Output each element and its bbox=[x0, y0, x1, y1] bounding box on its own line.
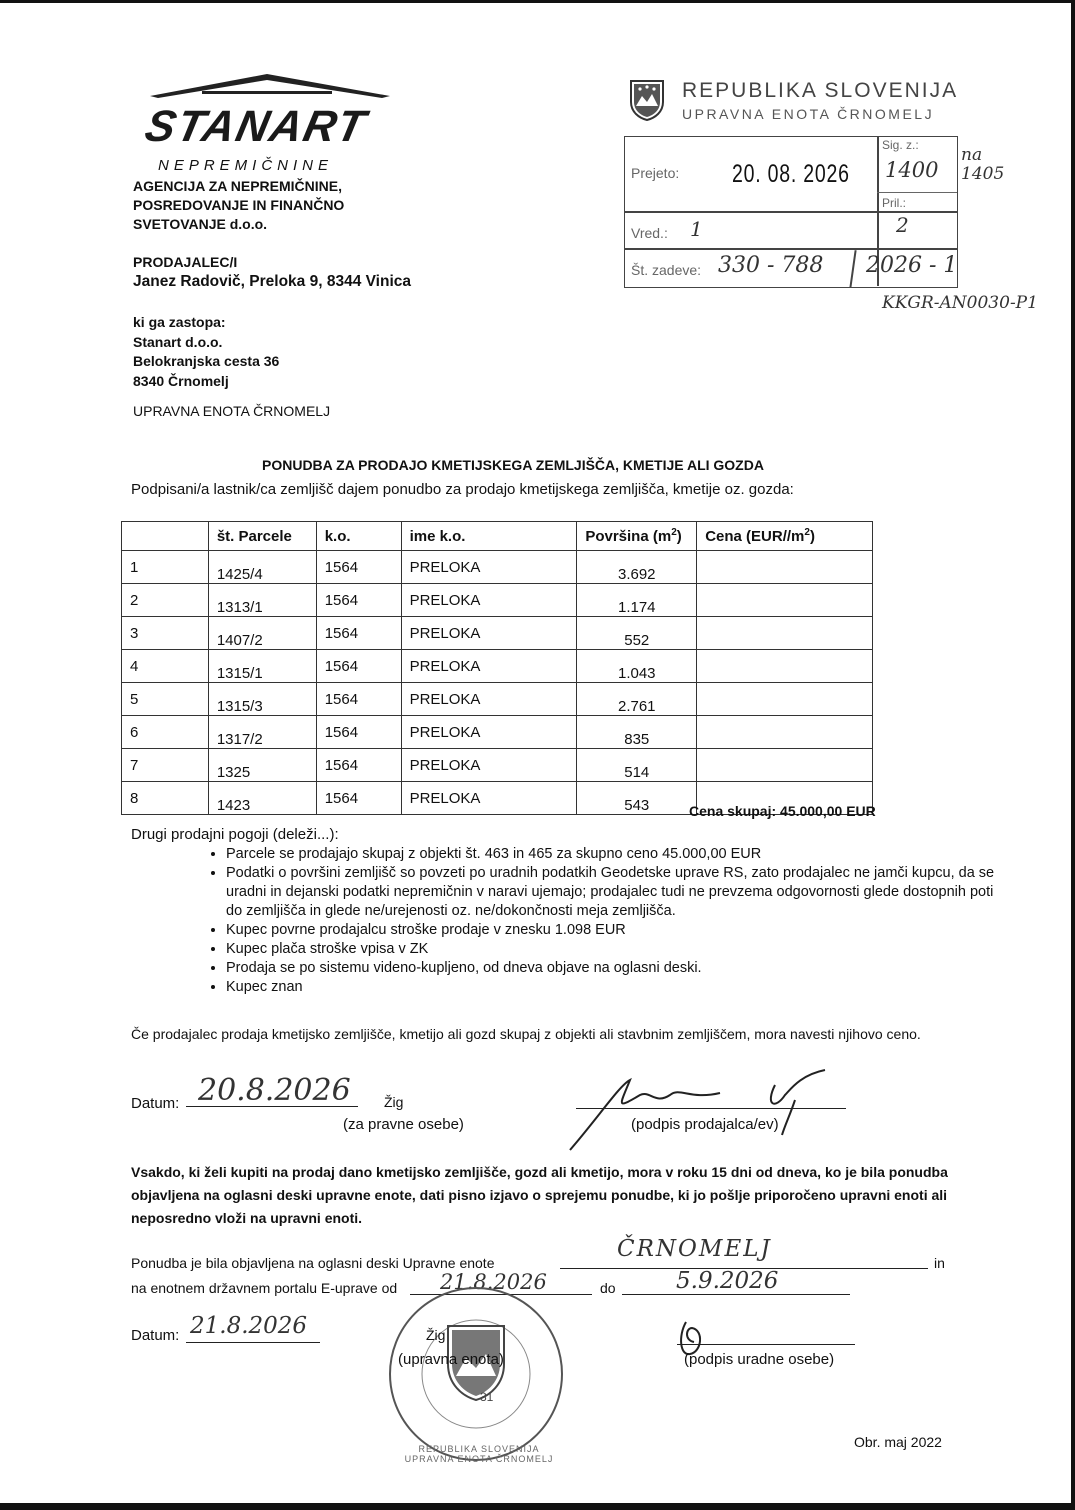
logo-tagline: NEPREMIČNINE bbox=[158, 157, 334, 174]
publication-in: in bbox=[934, 1255, 945, 1271]
list-item: • Kupec plača stroške vpisa v ZK bbox=[226, 940, 996, 959]
ko-cell: 1564 bbox=[316, 683, 401, 716]
zadeve-label: Št. zadeve: bbox=[631, 262, 702, 278]
row-number: 4 bbox=[122, 650, 209, 683]
table-row bbox=[122, 551, 873, 584]
parcel-cell: 1315/3 bbox=[208, 683, 316, 716]
margin-note-1: na 1405 bbox=[961, 145, 1005, 184]
area-cell: 552 bbox=[577, 617, 697, 650]
ime-cell: PRELOKA bbox=[401, 551, 577, 584]
price-cell bbox=[697, 584, 873, 617]
table-row bbox=[122, 650, 873, 683]
parcel-cell: 1407/2 bbox=[208, 617, 316, 650]
official-seal-icon bbox=[386, 1284, 566, 1469]
list-item: • Kupec povrne prodajalcu stroške prodaje v znesku 1.098 EUR bbox=[226, 921, 996, 940]
ko-cell: 1564 bbox=[316, 782, 401, 815]
datum-label: Datum: bbox=[131, 1095, 180, 1112]
area-cell: 3.692 bbox=[577, 551, 697, 584]
publication-to: 5.9.2026 bbox=[676, 1268, 779, 1294]
row-number: 5 bbox=[122, 683, 209, 716]
list-item: • Prodaja se po sistemu videno-kupljeno, od dneva objave na oglasni deski. bbox=[226, 959, 996, 978]
row-number: 8 bbox=[122, 782, 209, 815]
table-row bbox=[122, 749, 873, 782]
seller-signature-icon bbox=[560, 1065, 840, 1160]
publication-ue: ČRNOMELJ bbox=[617, 1236, 772, 1262]
ko-cell: 1564 bbox=[316, 617, 401, 650]
price-cell bbox=[697, 617, 873, 650]
col-cena: Cena $(EUR//m^2)$ bbox=[697, 522, 873, 551]
ko-cell: 1564 bbox=[316, 551, 401, 584]
col-parcela: št. Parcele bbox=[208, 522, 316, 551]
ko-cell: 1564 bbox=[316, 584, 401, 617]
logo-text: STANART bbox=[140, 102, 372, 151]
offer-intro: Podpisani/a lastnik/ca zemljišč dajem ponudbo za prodajo kmetijskega zemljišča, kmetije oz. gozda: bbox=[131, 481, 794, 498]
table-row bbox=[122, 584, 873, 617]
area-cell: 514 bbox=[577, 749, 697, 782]
price-cell bbox=[697, 716, 873, 749]
price-cell bbox=[697, 749, 873, 782]
ko-cell: 1564 bbox=[316, 749, 401, 782]
table-header-row bbox=[122, 522, 873, 551]
recipient: UPRAVNA ENOTA ČRNOMELJ bbox=[133, 403, 331, 419]
zadeve-value2: 2026 - 1 bbox=[866, 253, 958, 278]
gov-header-line2: UPRAVNA ENOTA ČRNOMELJ bbox=[682, 106, 935, 122]
area-cell: 2.761 bbox=[577, 683, 697, 716]
list-item: • Parcele se prodajajo skupaj z objekti št. 463 in 465 za skupno ceno 45.000,00 EUR bbox=[226, 845, 996, 864]
row-number: 2 bbox=[122, 584, 209, 617]
list-item: • Kupec znan bbox=[226, 978, 996, 997]
conditions-list bbox=[190, 845, 996, 997]
coat-of-arms-icon bbox=[628, 78, 666, 127]
zig-label: Žig bbox=[384, 1094, 404, 1110]
footer-form-id: Obr. maj 2022 bbox=[854, 1434, 942, 1450]
publication-datum-value: 21.8.2026 bbox=[190, 1313, 308, 1339]
row-number: 3 bbox=[122, 617, 209, 650]
row-number: 1 bbox=[122, 551, 209, 584]
margin-note-2: KKGR-AN0030-P1 bbox=[882, 293, 1038, 313]
ime-cell: PRELOKA bbox=[401, 584, 577, 617]
publication-line1: Ponudba je bila objavljena na oglasni deski Upravne enote bbox=[131, 1255, 495, 1271]
publication-from: 21.8.2026 bbox=[440, 1270, 547, 1294]
vred-label: Vred.: bbox=[631, 225, 668, 241]
parcel-cell: 1315/1 bbox=[208, 650, 316, 683]
datum-value: 20.8.2026 bbox=[198, 1073, 351, 1108]
official-signature-caption: (podpis uradne osebe) bbox=[684, 1351, 835, 1368]
ime-cell: PRELOKA bbox=[401, 650, 577, 683]
row-number: 6 bbox=[122, 716, 209, 749]
offer-title: PONUDBA ZA PRODAJO KMETIJSKEGA ZEMLJIŠČA, KMETIJE ALI GOZDA bbox=[262, 457, 764, 473]
representative-block: ki ga zastopa: Stanart d.o.o. Belokranjska cesta 36 8340 Črnomelj bbox=[133, 314, 280, 389]
publication-zig: Žig bbox=[426, 1327, 446, 1343]
seller-signature-caption: (podpis prodajalca/ev) bbox=[631, 1116, 779, 1133]
prejeto-value: 20. 08. 2026 bbox=[732, 160, 850, 188]
ime-cell: PRELOKA bbox=[401, 716, 577, 749]
price-cell bbox=[697, 683, 873, 716]
area-cell: 543 bbox=[577, 782, 697, 815]
table-row bbox=[122, 617, 873, 650]
parcel-cell: 1325 bbox=[208, 749, 316, 782]
parcels-table bbox=[121, 521, 873, 815]
prejeto-label: Prejeto: bbox=[631, 165, 680, 181]
parcel-cell: 1317/2 bbox=[208, 716, 316, 749]
seal-number: 31 bbox=[480, 1390, 494, 1404]
parcel-cell: 1425/4 bbox=[208, 551, 316, 584]
publication-do: do bbox=[600, 1280, 616, 1296]
price-cell bbox=[697, 650, 873, 683]
row-number: 7 bbox=[122, 749, 209, 782]
conditions-note: Če prodajalec prodaja kmetijsko zemljišče, kmetijo ali gozd skupaj z objekti ali stavbnim zemljiščem, mora navesti njihovo ceno. bbox=[131, 1026, 921, 1042]
vred-value: 1 bbox=[690, 217, 703, 241]
seller-heading: PRODAJALEC/I bbox=[133, 254, 238, 270]
gov-header-line1: REPUBLIKA SLOVENIJA bbox=[682, 79, 959, 102]
seal-ring-text: REPUBLIKA SLOVENIJA UPRAVNA ENOTA ČRNOMELJ bbox=[404, 1444, 554, 1464]
col-ko: k.o. bbox=[316, 522, 401, 551]
zig-sub: (za pravne osebe) bbox=[343, 1116, 464, 1133]
ime-cell: PRELOKA bbox=[401, 683, 577, 716]
area-cell: 1.043 bbox=[577, 650, 697, 683]
notice-text: Vsakdo, ki želi kupiti na prodaj dano kmetijsko zemljišče, gozd ali kmetijo, mora v roku 15 dni od dneva, ko je bila ponudba objavljena na oglasni deski upravne enote, dati pisno izjavo o sprejemu ponudbe, ki jo pošlje priporočeno upravni enoti ali neposredno vloži na upravni enoti. bbox=[131, 1164, 948, 1226]
ime-cell: PRELOKA bbox=[401, 617, 577, 650]
publication-line2: na enotnem državnem portalu E-uprave od bbox=[131, 1280, 398, 1296]
publication-datum-label: Datum: bbox=[131, 1327, 180, 1344]
table-row bbox=[122, 683, 873, 716]
publication-zig-sub: (upravna enota) bbox=[398, 1351, 504, 1368]
price-cell bbox=[697, 551, 873, 584]
ime-cell: PRELOKA bbox=[401, 782, 577, 815]
sig-value: 1400 bbox=[885, 158, 939, 182]
sig-label: Sig. z.: bbox=[882, 138, 919, 152]
pril-label: Pril.: bbox=[882, 196, 906, 210]
parcel-cell: 1423 bbox=[208, 782, 316, 815]
ko-cell: 1564 bbox=[316, 650, 401, 683]
col-ime: ime k.o. bbox=[401, 522, 577, 551]
pril-value: 2 bbox=[896, 213, 909, 237]
list-item: • Podatki o površini zemljišč so povzeti po uradnih podatkih Geodetske uprave RS, zato prodajalec ne jamči kupcu, da se uradni in dejanski podatki nepremičnin v naravi ujemajo; prodajalec tudi ne prevzema odgovornosti glede dostopnih poti do zemljišča in glede ne/urejenosti oz. ne/dokončnosti meja zemljišča. bbox=[226, 864, 996, 921]
parcel-cell: 1313/1 bbox=[208, 584, 316, 617]
ime-cell: PRELOKA bbox=[401, 749, 577, 782]
seller-name: Janez Radovič, Preloka 9, 8344 Vinica bbox=[133, 273, 412, 290]
total-price: Cena skupaj: 45.000,00 EUR bbox=[689, 803, 876, 819]
col-povrsina: Površina $(m^2)$ bbox=[577, 522, 697, 551]
area-cell: 1.174 bbox=[577, 584, 697, 617]
conditions-heading: Drugi prodajni pogoji (deleži...): bbox=[131, 826, 339, 843]
ko-cell: 1564 bbox=[316, 716, 401, 749]
area-cell: 835 bbox=[577, 716, 697, 749]
table-row bbox=[122, 716, 873, 749]
zadeve-value1: 330 - 788 bbox=[718, 253, 824, 278]
agency-name: AGENCIJA ZA NEPREMIČNINE, POSREDOVANJE IN FINANČNO SVETOVANJE d.o.o. bbox=[133, 178, 345, 232]
